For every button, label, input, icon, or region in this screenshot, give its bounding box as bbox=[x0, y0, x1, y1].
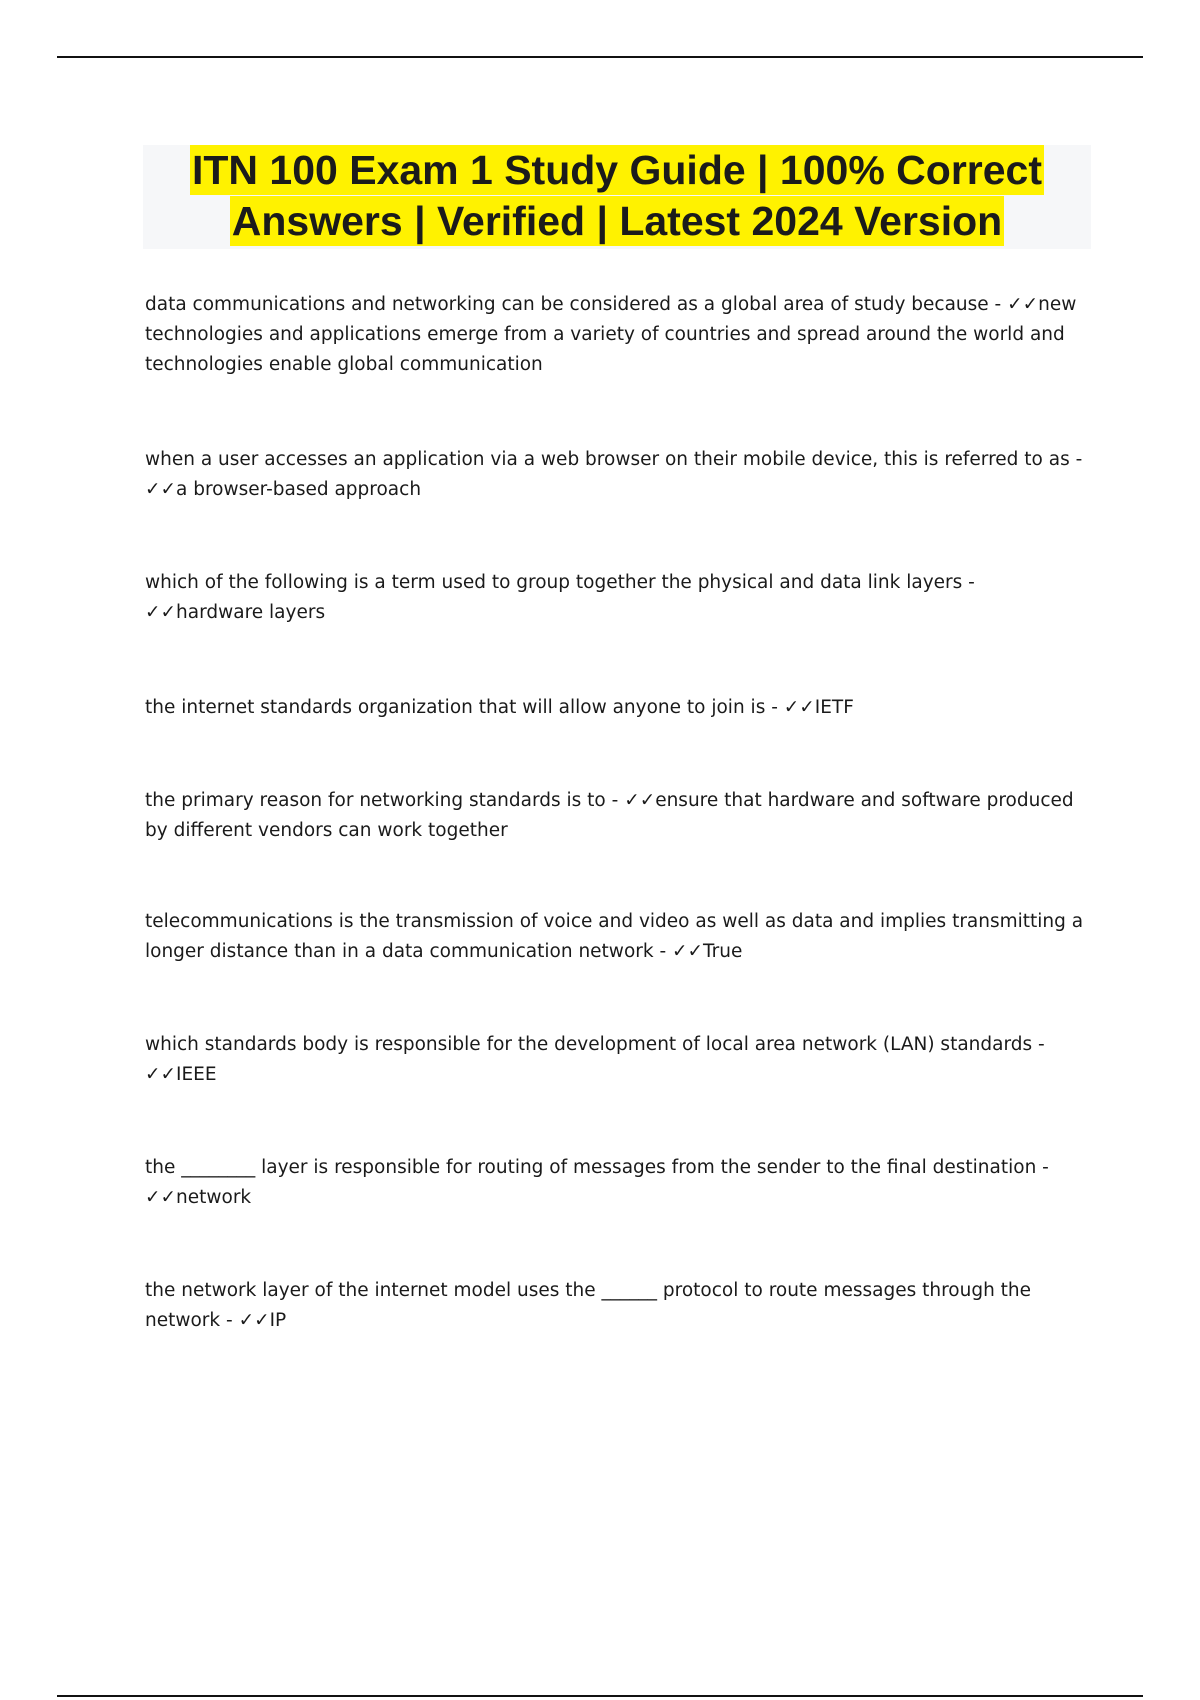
qa-item bbox=[145, 1276, 1090, 1336]
question-text: which of the following is a term used to group together the physical and data link layers - bbox=[145, 572, 975, 593]
check-icon: ✓✓ bbox=[145, 1064, 177, 1085]
answer-text: IEEE bbox=[176, 1064, 217, 1085]
question-text: data communications and networking can be considered as a global area of study because - bbox=[145, 294, 1008, 315]
answer-text: new technologies and applications emerge from a variety of countries and spread around the world and technologies enable global communication bbox=[145, 294, 1077, 375]
answer-text: IETF bbox=[814, 697, 854, 718]
answer-text: True bbox=[703, 941, 743, 962]
document-title-line-1: ITN 100 Exam 1 Study Guide | 100% Correct bbox=[191, 147, 1042, 193]
qa-item bbox=[145, 786, 1090, 846]
qa-item bbox=[145, 1030, 1090, 1090]
question-text: the internet standards organization that will allow anyone to join is - bbox=[145, 697, 784, 718]
question-text: which standards body is responsible for the development of local area network (LAN) standards - bbox=[145, 1034, 1045, 1055]
qa-item bbox=[145, 693, 1090, 723]
check-icon: ✓✓ bbox=[145, 602, 177, 623]
answer-text: network bbox=[176, 1187, 252, 1208]
question-text: the primary reason for networking standards is to - bbox=[145, 790, 625, 811]
question-text: the ________ layer is responsible for routing of messages from the sender to the final destination - bbox=[145, 1157, 1049, 1178]
answer-text: ensure that hardware and software produced by different vendors can work together bbox=[145, 790, 1074, 841]
qa-item bbox=[145, 907, 1090, 967]
bottom-rule bbox=[57, 1695, 1143, 1697]
qa-item bbox=[145, 445, 1090, 505]
question-text: when a user accesses an application via a web browser on their mobile device, this is referred to as - bbox=[145, 449, 1083, 470]
title-block bbox=[143, 145, 1091, 249]
document-title-line-2: Answers | Verified | Latest 2024 Version bbox=[231, 198, 1003, 244]
answer-text: hardware layers bbox=[176, 602, 326, 623]
qa-item bbox=[145, 568, 1090, 628]
question-text: the network layer of the internet model uses the ______ protocol to route messages through the network - bbox=[145, 1280, 1032, 1331]
check-icon: ✓✓ bbox=[238, 1310, 270, 1331]
check-icon: ✓✓ bbox=[1007, 294, 1039, 315]
check-icon: ✓✓ bbox=[783, 697, 815, 718]
answer-text: a browser-based approach bbox=[176, 479, 422, 500]
check-icon: ✓✓ bbox=[672, 941, 704, 962]
question-text: telecommunications is the transmission of voice and video as well as data and implies transmitting a longer distance than in a data communication network - bbox=[145, 911, 1084, 962]
check-icon: ✓✓ bbox=[145, 479, 177, 500]
top-rule bbox=[57, 56, 1143, 58]
check-icon: ✓✓ bbox=[624, 790, 656, 811]
qa-item bbox=[145, 290, 1090, 380]
answer-text: IP bbox=[269, 1310, 287, 1331]
check-icon: ✓✓ bbox=[145, 1187, 177, 1208]
qa-item bbox=[145, 1153, 1090, 1213]
